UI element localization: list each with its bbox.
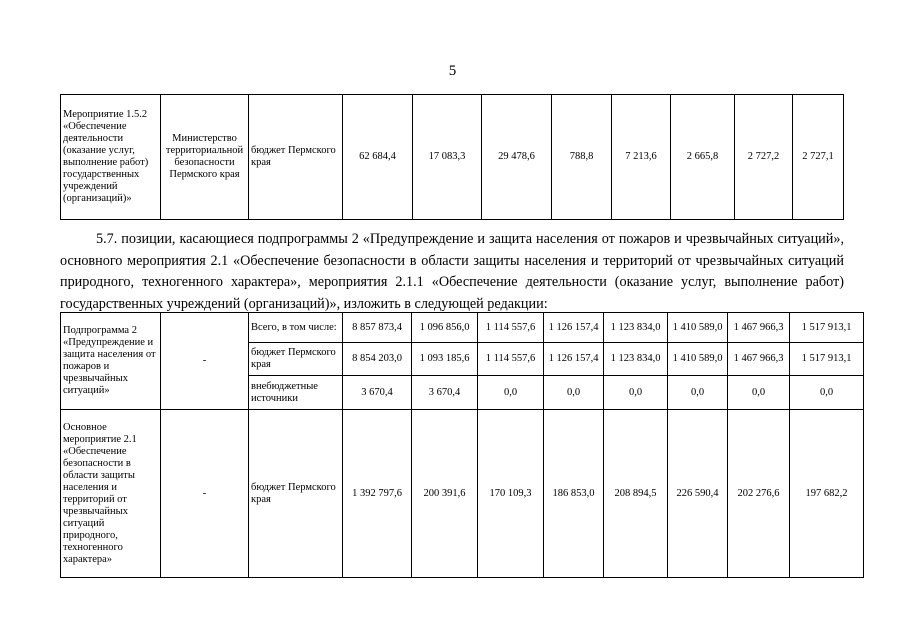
value-cell: 186 853,0 xyxy=(544,410,604,578)
value-cell: 1 123 834,0 xyxy=(604,313,668,343)
funding-source-cell: внебюджетные источники xyxy=(249,376,343,410)
value-cell: 1 410 589,0 xyxy=(668,313,728,343)
value-cell: 1 126 157,4 xyxy=(544,313,604,343)
value-cell: 1 126 157,4 xyxy=(544,343,604,376)
value-cell: 3 670,4 xyxy=(412,376,478,410)
value-cell: 1 517 913,1 xyxy=(790,313,864,343)
value-cell: 17 083,3 xyxy=(413,95,482,220)
table-row xyxy=(61,95,844,220)
subprogram-name-cell: Подпрограмма 2 «Предупреждение и защита населения от пожаров и чрезвычайных ситуаций» xyxy=(61,313,161,410)
executor-cell: Министерство территориальной безопасности Пермского края xyxy=(161,95,249,220)
value-cell: 1 467 966,3 xyxy=(728,313,790,343)
value-cell: 1 114 557,6 xyxy=(478,343,544,376)
value-cell: 0,0 xyxy=(728,376,790,410)
table-row xyxy=(61,410,864,578)
value-cell: 0,0 xyxy=(790,376,864,410)
table-subprogram-2 xyxy=(60,312,864,578)
value-cell: 226 590,4 xyxy=(668,410,728,578)
value-cell: 29 478,6 xyxy=(482,95,552,220)
value-cell: 197 682,2 xyxy=(790,410,864,578)
value-cell: 7 213,6 xyxy=(612,95,671,220)
amendment-paragraph: 5.7. позиции, касающиеся подпрограммы 2 «Предупреждение и защита населения от пожаров и чрезвычайных ситуаций», основного мероприятия 2.1 «Обеспечение безопасности в области защиты населения и территорий от чрезвычайных ситуаций природного, техногенного характера», мероприятия 2.1.1 «Обеспечение деятельности (оказание услуг, выполнение работ) государственных учреждений (организаций)», изложить в следующей редакции: xyxy=(60,231,844,312)
value-cell: 8 857 873,4 xyxy=(343,313,412,343)
value-cell: 2 727,1 xyxy=(793,95,844,220)
main-event-name-cell: Основное мероприятие 2.1 «Обеспечение безопасности в области защиты населения и территорий от чрезвычайных ситуаций природного, техногенного характера» xyxy=(61,410,161,578)
value-cell: 0,0 xyxy=(544,376,604,410)
value-cell: 1 392 797,6 xyxy=(343,410,412,578)
value-cell: 202 276,6 xyxy=(728,410,790,578)
value-cell: 1 410 589,0 xyxy=(668,343,728,376)
value-cell: 2 727,2 xyxy=(735,95,793,220)
funding-source-cell: бюджет Пермского края xyxy=(249,95,343,220)
value-cell: 1 517 913,1 xyxy=(790,343,864,376)
value-cell: 2 665,8 xyxy=(671,95,735,220)
measure-name-cell: Мероприятие 1.5.2 «Обеспечение деятельности (оказание услуг, выполнение работ) государственных учреждений (организаций)» xyxy=(61,95,161,220)
value-cell: 200 391,6 xyxy=(412,410,478,578)
table-measure-1-5-2 xyxy=(60,94,844,220)
value-cell: 170 109,3 xyxy=(478,410,544,578)
value-cell: 1 093 185,6 xyxy=(412,343,478,376)
value-cell: 3 670,4 xyxy=(343,376,412,410)
value-cell: 0,0 xyxy=(668,376,728,410)
executor-cell: - xyxy=(161,313,249,410)
page-number: 5 xyxy=(448,63,457,79)
value-cell: 0,0 xyxy=(478,376,544,410)
table-row xyxy=(61,313,864,343)
funding-source-cell: бюджет Пермского края xyxy=(249,410,343,578)
value-cell: 0,0 xyxy=(604,376,668,410)
executor-cell: - xyxy=(161,410,249,578)
value-cell: 62 684,4 xyxy=(343,95,413,220)
funding-source-cell: Всего, в том числе: xyxy=(249,313,343,343)
value-cell: 1 096 856,0 xyxy=(412,313,478,343)
value-cell: 208 894,5 xyxy=(604,410,668,578)
value-cell: 788,8 xyxy=(552,95,612,220)
value-cell: 1 114 557,6 xyxy=(478,313,544,343)
funding-source-cell: бюджет Пермского края xyxy=(249,343,343,376)
value-cell: 1 467 966,3 xyxy=(728,343,790,376)
value-cell: 8 854 203,0 xyxy=(343,343,412,376)
value-cell: 1 123 834,0 xyxy=(604,343,668,376)
